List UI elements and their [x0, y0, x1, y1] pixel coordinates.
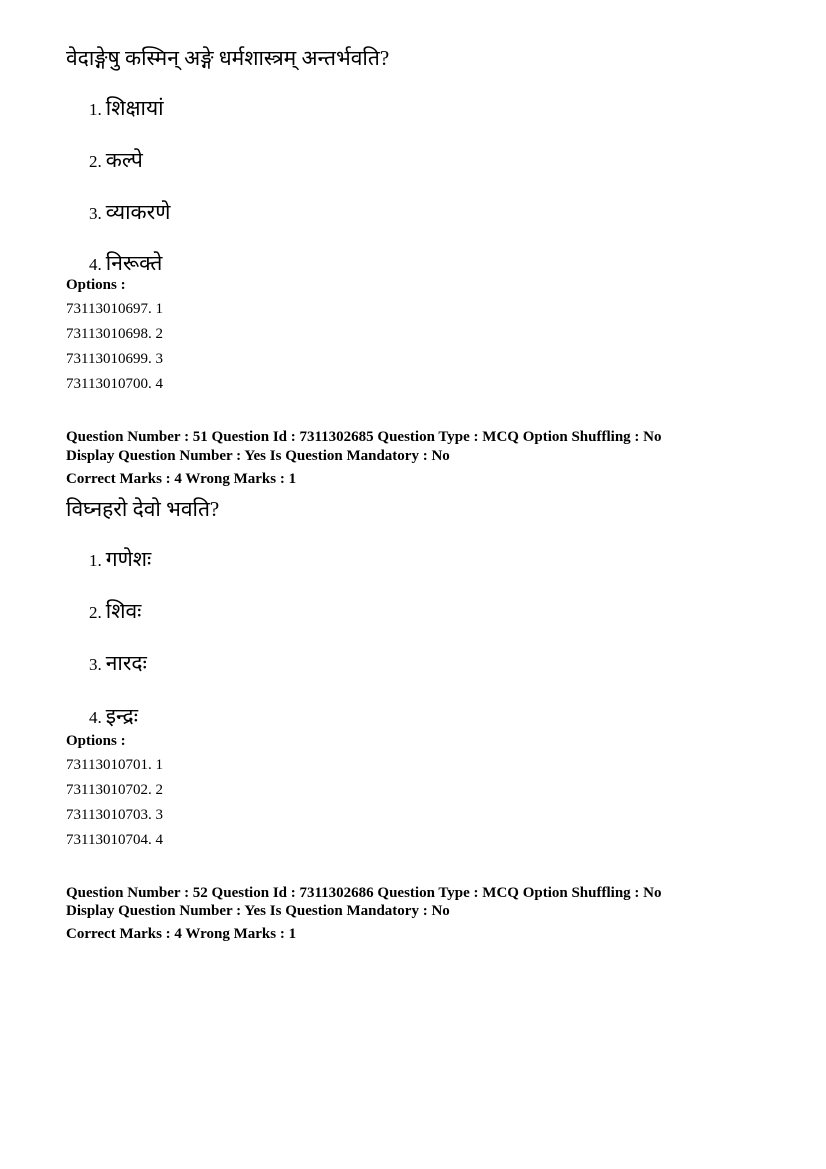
choice-number: 3.	[89, 655, 102, 674]
choice-text: कल्पे	[105, 148, 143, 172]
choice-item	[89, 198, 170, 226]
choice-text: गणेशः	[105, 547, 152, 571]
option-row: 73113010698. 2	[66, 326, 163, 342]
choice-number: 4.	[89, 708, 102, 727]
choice-item	[89, 94, 164, 122]
choice-number: 2.	[89, 603, 102, 622]
choice-text: व्याकरणे	[105, 200, 171, 224]
choice-item	[89, 597, 141, 625]
choice-number: 1.	[89, 551, 102, 570]
option-row: 73113010699. 3	[66, 351, 163, 367]
question-header: Question Number : 51 Question Id : 7311302685 Question Type : MCQ Option Shuffling : No	[66, 429, 662, 445]
option-row: 73113010701. 1	[66, 757, 163, 773]
option-row: 73113010697. 1	[66, 301, 163, 317]
choice-text: इन्द्रः	[105, 704, 138, 728]
choice-item	[89, 649, 147, 677]
question-header: Question Number : 52 Question Id : 7311302686 Question Type : MCQ Option Shuffling : No	[66, 885, 662, 901]
choice-item	[89, 702, 138, 730]
option-row: 73113010700. 4	[66, 376, 163, 392]
question-marks: Correct Marks : 4 Wrong Marks : 1	[66, 471, 297, 487]
question-text: वेदाङ्गेषु कस्मिन् अङ्गे धर्मशास्त्रम् अन्तर्भवति?	[66, 46, 390, 70]
question-text: विघ्नहरो देवो भवति?	[66, 497, 220, 521]
question-header: Display Question Number : Yes Is Question Mandatory : No	[66, 903, 450, 919]
choice-item	[89, 249, 162, 277]
option-row: 73113010704. 4	[66, 832, 163, 848]
question-marks: Correct Marks : 4 Wrong Marks : 1	[66, 926, 297, 942]
options-label: Options :	[66, 733, 126, 749]
choice-text: शिवः	[105, 599, 142, 623]
choice-number: 4.	[89, 255, 102, 274]
options-label: Options :	[66, 277, 126, 293]
question-header: Display Question Number : Yes Is Question Mandatory : No	[66, 448, 450, 464]
choice-number: 2.	[89, 152, 102, 171]
option-row: 73113010702. 2	[66, 782, 163, 798]
choice-text: निरूक्ते	[105, 251, 163, 275]
choice-text: शिक्षायां	[105, 96, 164, 120]
choice-item	[89, 545, 151, 573]
choice-number: 1.	[89, 100, 102, 119]
choice-text: नारदः	[105, 651, 147, 675]
option-row: 73113010703. 3	[66, 807, 163, 823]
choice-item	[89, 146, 143, 174]
choice-number: 3.	[89, 204, 102, 223]
